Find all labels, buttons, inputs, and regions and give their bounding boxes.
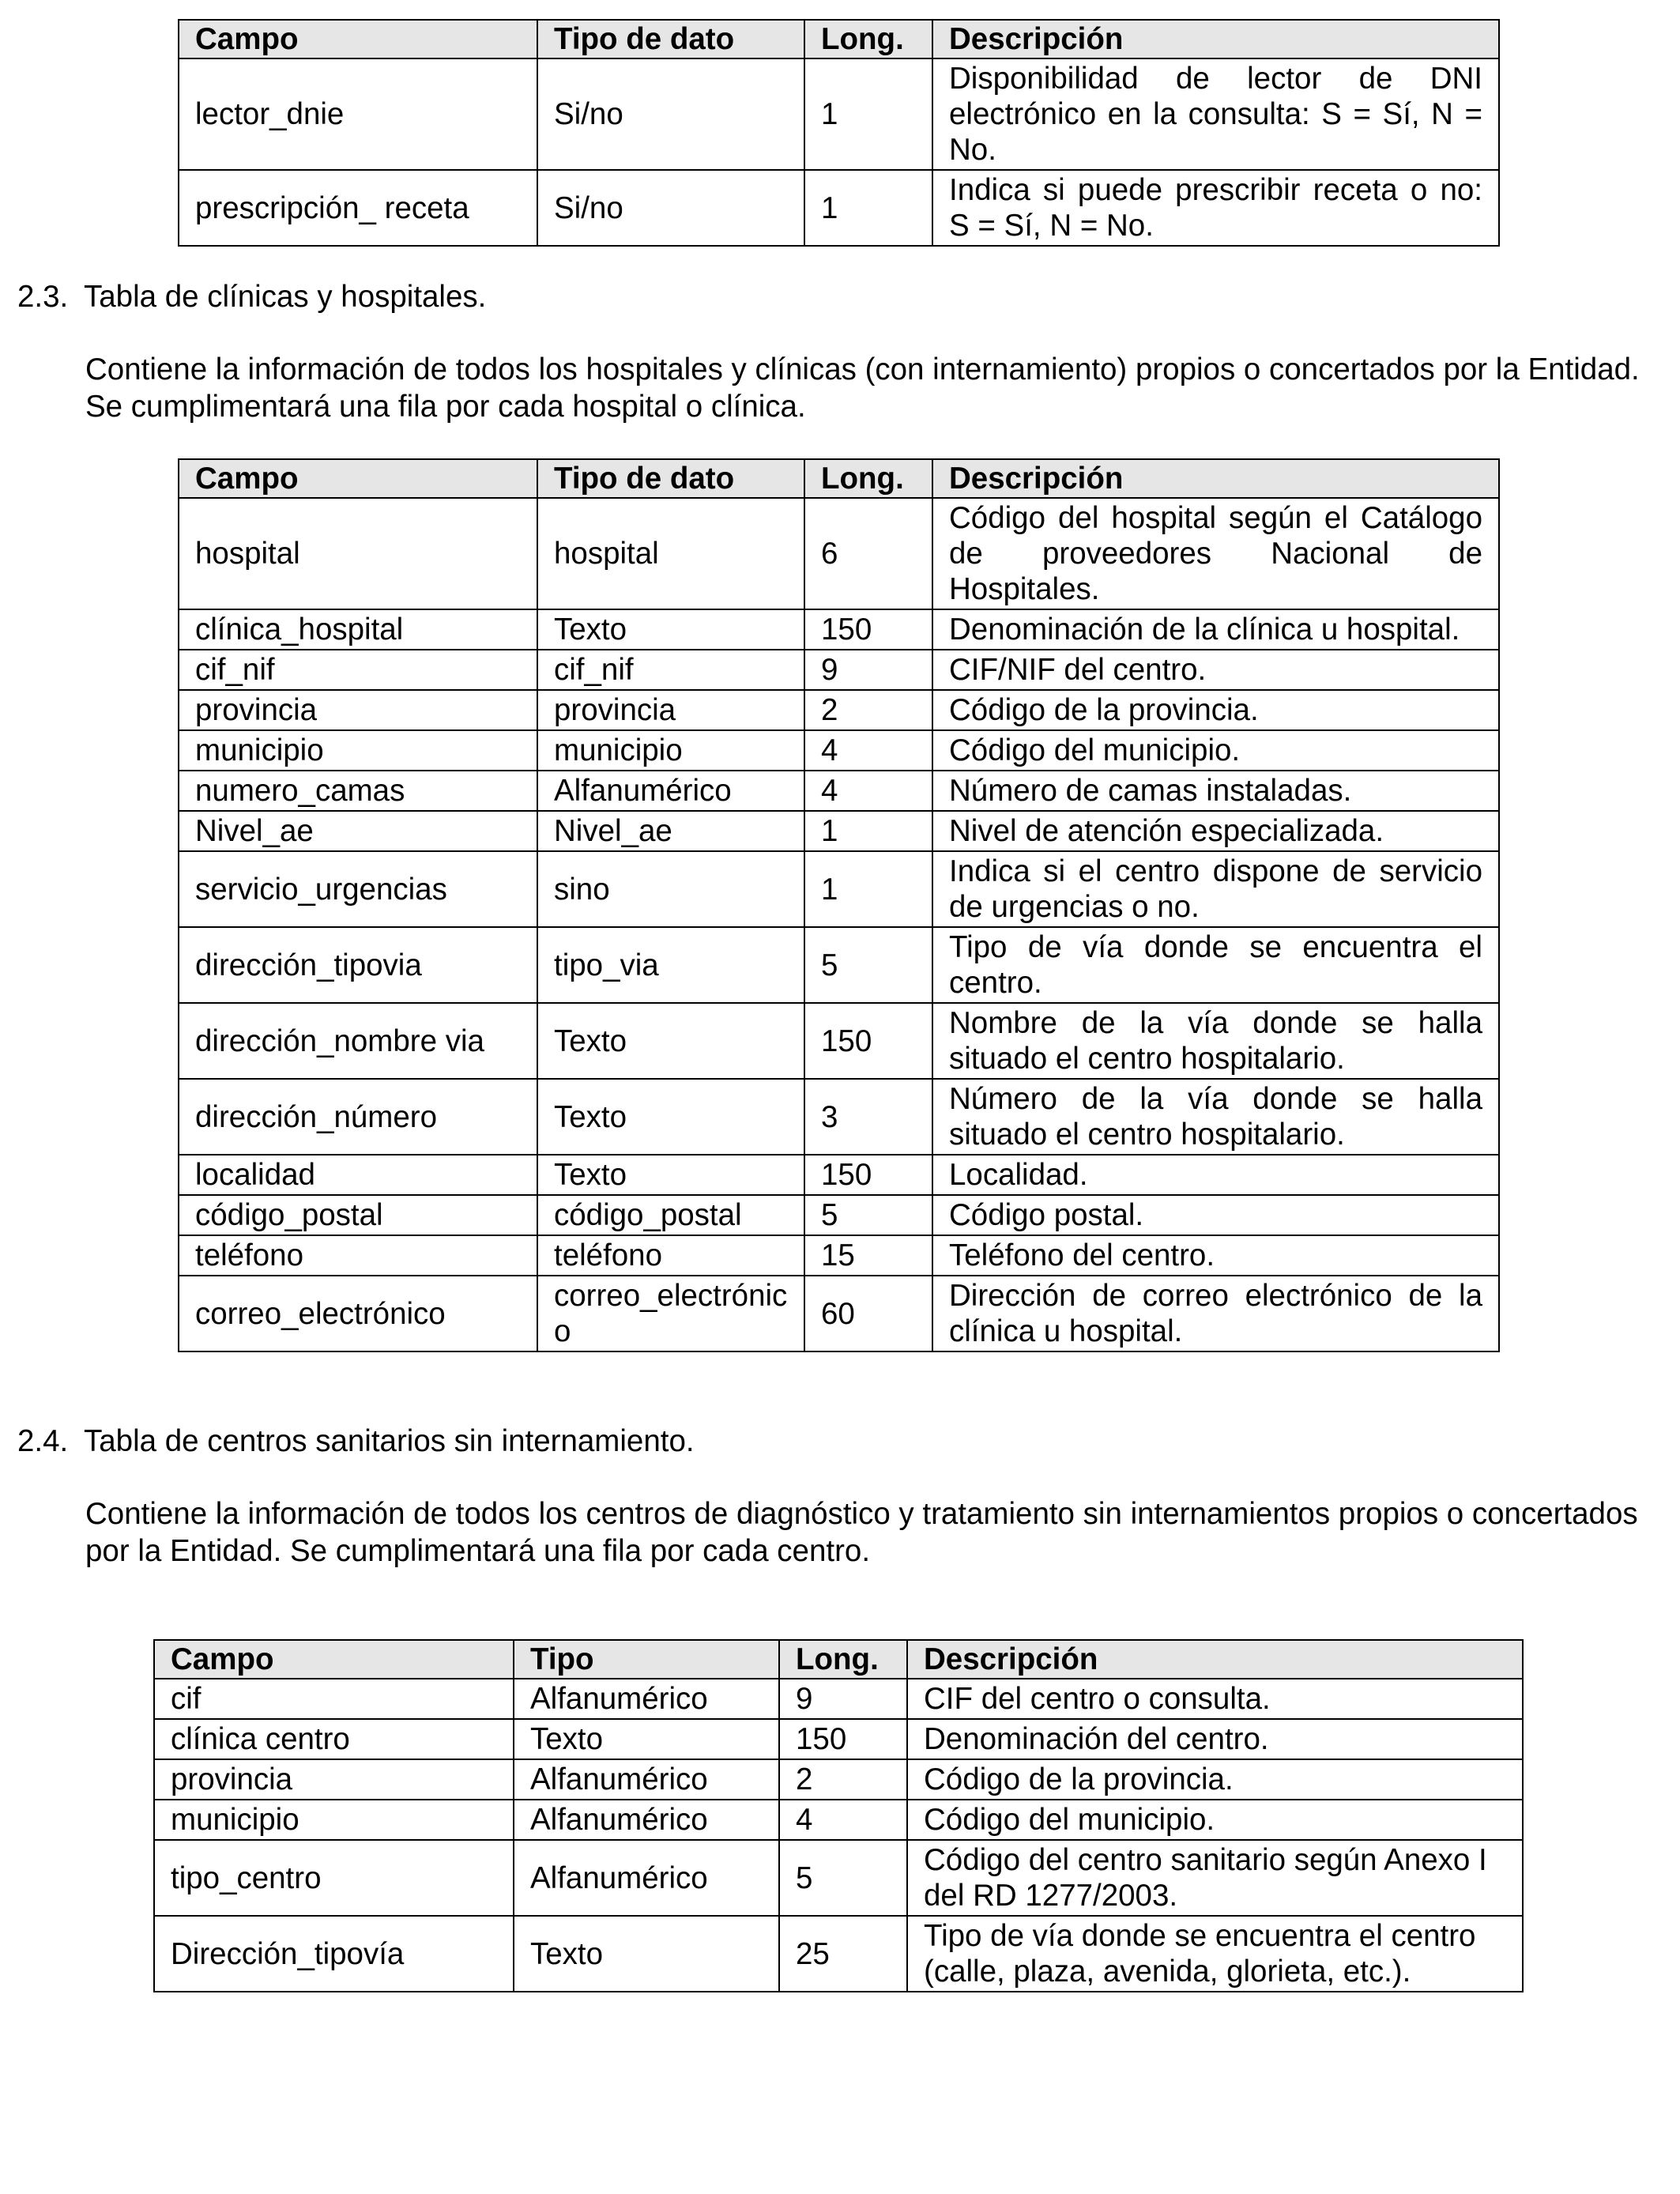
centros-table <box>153 1639 1524 1992</box>
length: 60 <box>804 1276 932 1351</box>
description: Tipo de vía donde se encuentra el centro. <box>932 927 1499 1003</box>
field-name: dirección_número <box>179 1079 537 1155</box>
length: 150 <box>804 609 932 650</box>
length: 1 <box>804 58 932 170</box>
table-row <box>179 690 1499 730</box>
table-row <box>179 498 1499 609</box>
field-name: teléfono <box>179 1235 537 1276</box>
field-name: localidad <box>179 1155 537 1195</box>
data-type: Texto <box>537 1079 804 1155</box>
data-type: Alfanumérico <box>514 1679 779 1719</box>
description: Número de la vía donde se halla situado el centro hospitalario. <box>932 1079 1499 1155</box>
column-header: Campo <box>154 1640 514 1679</box>
data-type: Si/no <box>537 58 804 170</box>
column-header: Descripción <box>907 1640 1523 1679</box>
column-header: Long. <box>804 459 932 498</box>
field-name: código_postal <box>179 1195 537 1235</box>
section-title: Tabla de centros sanitarios sin internamiento. <box>84 1424 695 1458</box>
length: 4 <box>779 1800 907 1840</box>
description: Código postal. <box>932 1195 1499 1235</box>
column-header: Descripción <box>932 20 1499 58</box>
description: Tipo de vía donde se encuentra el centro (calle, plaza, avenida, glorieta, etc.). <box>907 1916 1523 1992</box>
length: 1 <box>804 170 932 246</box>
length: 9 <box>779 1679 907 1719</box>
data-type: Texto <box>537 609 804 650</box>
length: 25 <box>779 1916 907 1992</box>
field-name: Dirección_tipovía <box>154 1916 514 1992</box>
description: Código del hospital según el Catálogo de proveedores Nacional de Hospitales. <box>932 498 1499 609</box>
data-type: tipo_via <box>537 927 804 1003</box>
length: 150 <box>779 1719 907 1759</box>
data-type: Texto <box>514 1719 779 1759</box>
description: Código del municipio. <box>907 1800 1523 1840</box>
table-row <box>179 730 1499 771</box>
description: Código de la provincia. <box>907 1759 1523 1800</box>
field-name: municipio <box>154 1800 514 1840</box>
table-row <box>154 1916 1523 1992</box>
field-name: Nivel_ae <box>179 811 537 851</box>
section-heading-2-3 <box>17 278 486 315</box>
length: 15 <box>804 1235 932 1276</box>
length: 2 <box>779 1759 907 1800</box>
description: Dirección de correo electrónico de la clínica u hospital. <box>932 1276 1499 1351</box>
length: 2 <box>804 690 932 730</box>
length: 150 <box>804 1155 932 1195</box>
data-type: cif_nif <box>537 650 804 690</box>
field-name: hospital <box>179 498 537 609</box>
field-name: provincia <box>179 690 537 730</box>
data-type: provincia <box>537 690 804 730</box>
field-name: numero_camas <box>179 771 537 811</box>
data-type: hospital <box>537 498 804 609</box>
field-name: provincia <box>154 1759 514 1800</box>
field-name: cif_nif <box>179 650 537 690</box>
data-type: Texto <box>514 1916 779 1992</box>
table-row <box>179 1235 1499 1276</box>
description: Indica si puede prescribir receta o no: S = Sí, N = No. <box>932 170 1499 246</box>
length: 150 <box>804 1003 932 1079</box>
description: Teléfono del centro. <box>932 1235 1499 1276</box>
description: CIF/NIF del centro. <box>932 650 1499 690</box>
table-header-row <box>179 459 1499 498</box>
table-row <box>179 1276 1499 1351</box>
section-title: Tabla de clínicas y hospitales. <box>84 280 487 314</box>
data-type: teléfono <box>537 1235 804 1276</box>
data-type: Alfanumérico <box>514 1759 779 1800</box>
table-row <box>179 851 1499 927</box>
table-row <box>179 771 1499 811</box>
description: Localidad. <box>932 1155 1499 1195</box>
description: Código de la provincia. <box>932 690 1499 730</box>
table-row <box>154 1719 1523 1759</box>
column-header: Campo <box>179 459 537 498</box>
length: 4 <box>804 771 932 811</box>
length: 1 <box>804 851 932 927</box>
section-heading-2-4 <box>17 1423 695 1460</box>
length: 5 <box>804 927 932 1003</box>
description: CIF del centro o consulta. <box>907 1679 1523 1719</box>
description: Denominación de la clínica u hospital. <box>932 609 1499 650</box>
data-type: municipio <box>537 730 804 771</box>
table-row <box>154 1840 1523 1916</box>
table-row <box>154 1800 1523 1840</box>
table-row <box>179 609 1499 650</box>
field-name: cif <box>154 1679 514 1719</box>
column-header: Tipo de dato <box>537 20 804 58</box>
table-row <box>179 58 1499 170</box>
table-row <box>179 1195 1499 1235</box>
data-type: Si/no <box>537 170 804 246</box>
data-type: sino <box>537 851 804 927</box>
description: Denominación del centro. <box>907 1719 1523 1759</box>
column-header: Tipo <box>514 1640 779 1679</box>
data-table-continued <box>178 19 1500 247</box>
table-header-row <box>154 1640 1523 1679</box>
table-row <box>179 1155 1499 1195</box>
data-type: Texto <box>537 1155 804 1195</box>
table-row <box>154 1679 1523 1719</box>
length: 3 <box>804 1079 932 1155</box>
description: Número de camas instaladas. <box>932 771 1499 811</box>
description: Código del centro sanitario según Anexo I del RD 1277/2003. <box>907 1840 1523 1916</box>
field-name: tipo_centro <box>154 1840 514 1916</box>
column-header: Tipo de dato <box>537 459 804 498</box>
table-row <box>179 170 1499 246</box>
field-name: municipio <box>179 730 537 771</box>
column-header: Long. <box>804 20 932 58</box>
section-paragraph: Contiene la información de todos los hospitales y clínicas (con internamiento) propios o concertados por la Entidad. Se cumplimentará una fila por cada hospital o clínica. <box>85 352 1640 424</box>
field-name: lector_dnie <box>179 58 537 170</box>
table-row <box>179 1003 1499 1079</box>
column-header: Campo <box>179 20 537 58</box>
table-row <box>154 1759 1523 1800</box>
field-name: clínica centro <box>154 1719 514 1759</box>
description: Disponibilidad de lector de DNI electrónico en la consulta: S = Sí, N = No. <box>932 58 1499 170</box>
table-row <box>179 650 1499 690</box>
length: 5 <box>804 1195 932 1235</box>
table-row <box>179 811 1499 851</box>
column-header: Descripción <box>932 459 1499 498</box>
hospitales-table <box>178 458 1500 1352</box>
section-paragraph: Contiene la información de todos los centros de diagnóstico y tratamiento sin internamientos propios o concertados por la Entidad. Se cumplimentará una fila por cada centro. <box>85 1497 1638 1568</box>
data-type: Alfanumérico <box>537 771 804 811</box>
data-type: Nivel_ae <box>537 811 804 851</box>
description: Nombre de la vía donde se halla situado el centro hospitalario. <box>932 1003 1499 1079</box>
length: 6 <box>804 498 932 609</box>
data-type: Alfanumérico <box>514 1800 779 1840</box>
table-row <box>179 927 1499 1003</box>
table-row <box>179 1079 1499 1155</box>
field-name: correo_electrónico <box>179 1276 537 1351</box>
length: 9 <box>804 650 932 690</box>
description: Código del municipio. <box>932 730 1499 771</box>
table-header-row <box>179 20 1499 58</box>
column-header: Long. <box>779 1640 907 1679</box>
field-name: clínica_hospital <box>179 609 537 650</box>
description: Nivel de atención especializada. <box>932 811 1499 851</box>
length: 4 <box>804 730 932 771</box>
field-name: prescripción_ receta <box>179 170 537 246</box>
length: 5 <box>779 1840 907 1916</box>
section-number: 2.4. <box>17 1424 69 1458</box>
length: 1 <box>804 811 932 851</box>
section-number: 2.3. <box>17 280 69 314</box>
data-type: Texto <box>537 1003 804 1079</box>
data-type: código_postal <box>537 1195 804 1235</box>
description: Indica si el centro dispone de servicio de urgencias o no. <box>932 851 1499 927</box>
data-type: correo_electrónico <box>537 1276 804 1351</box>
field-name: dirección_nombre via <box>179 1003 537 1079</box>
field-name: servicio_urgencias <box>179 851 537 927</box>
data-type: Alfanumérico <box>514 1840 779 1916</box>
field-name: dirección_tipovia <box>179 927 537 1003</box>
